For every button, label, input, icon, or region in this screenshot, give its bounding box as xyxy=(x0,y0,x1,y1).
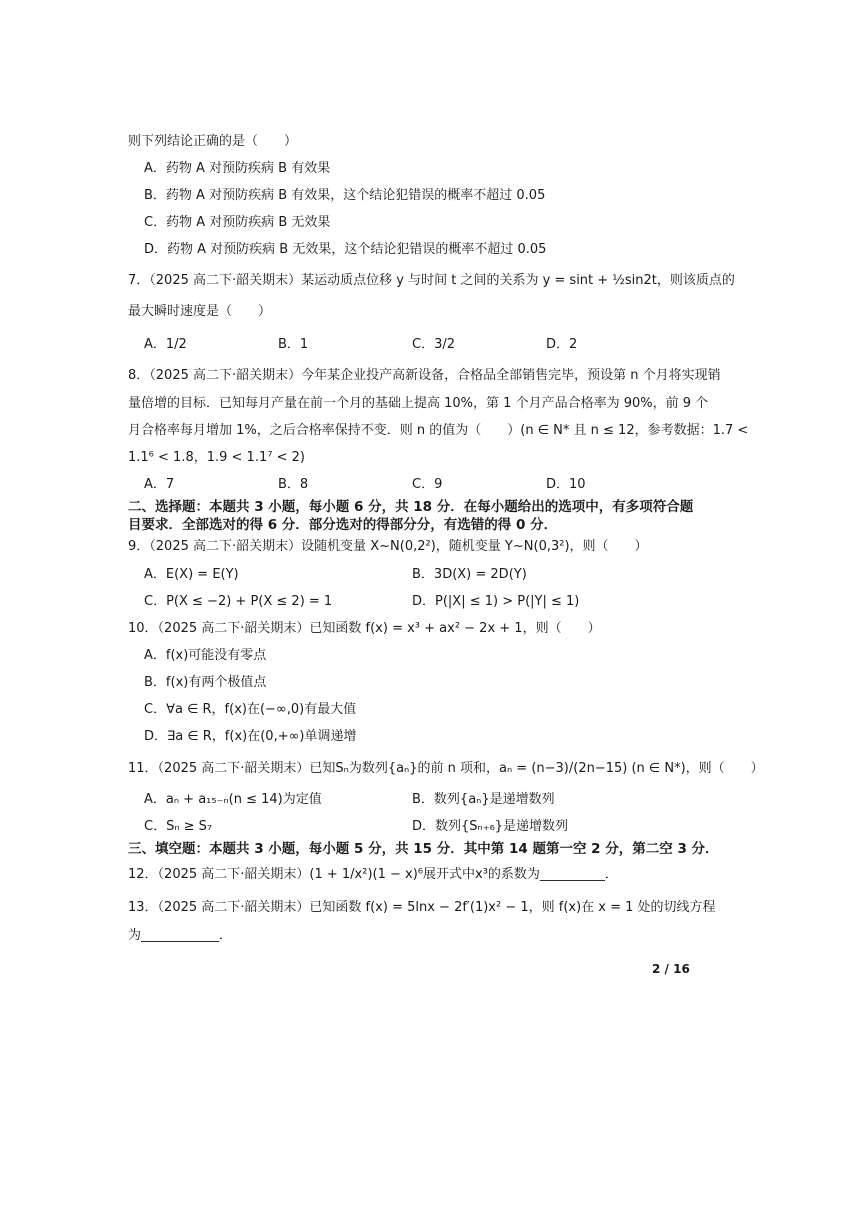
q7-option-c: C．3/2 xyxy=(412,337,455,352)
section3-heading: 三、填空题：本题共 3 小题，每小题 5 分，共 15 分．其中第 14 题第一空 2 分，第二空 3 分． xyxy=(128,841,719,857)
q7-option-a: A．1/2 xyxy=(144,337,187,352)
option-d: D．药物 A 对预防疾病 B 无效果，这个结论犯错误的概率不超过 0.05 xyxy=(144,242,547,257)
q11-option-a: A．aₙ + a₁₅₋ₙ(n ≤ 14)为定值 xyxy=(144,792,322,807)
q10-stem: 10．（2025 高二下·韶关期末）已知函数 f(x) = x³ + ax² − 2x + 1，则（ ） xyxy=(128,621,601,636)
q11-option-c: C．Sₙ ≥ S₇ xyxy=(144,819,213,834)
q10-option-d: D．∃a ∈ R，f(x)在(0,+∞)单调递增 xyxy=(144,729,357,744)
q8-option-d: D．10 xyxy=(546,477,586,492)
q9-option-d: D．P(|X| ≤ 1) > P(|Y| ≤ 1) xyxy=(412,594,580,609)
q8-option-c: C．9 xyxy=(412,477,443,492)
q11-stem: 11．（2025 高二下·韶关期末）已知Sₙ为数列{aₙ}的前 n 项和，aₙ = (n−3)/(2n−15) (n ∈ N*)，则（ ） xyxy=(128,761,764,776)
q8-option-b: B．8 xyxy=(278,477,309,492)
q10-option-c: C．∀a ∈ R，f(x)在(−∞,0)有最大值 xyxy=(144,702,357,717)
option-b: B．药物 A 对预防疾病 B 有效果，这个结论犯错误的概率不超过 0.05 xyxy=(144,188,546,203)
q9-option-c: C．P(X ≤ −2) + P(X ≤ 2) = 1 xyxy=(144,594,333,609)
page-number: 2 / 16 xyxy=(652,962,690,976)
q8-option-a: A．7 xyxy=(144,477,175,492)
option-c: C．药物 A 对预防疾病 B 无效果 xyxy=(144,215,331,230)
q11-option-b: B．数列{aₙ}是递增数列 xyxy=(412,792,555,807)
question-stem: 则下列结论正确的是（ ） xyxy=(128,134,298,149)
section2-heading-line2: 目要求．全部选对的得 6 分．部分选对的得部分分，有选错的得 0 分． xyxy=(128,517,558,533)
q13-stem-line2: 为____________． xyxy=(128,928,233,943)
q7-option-d: D．2 xyxy=(546,337,578,352)
q7-stem-line1: 7．（2025 高二下·韶关期末）某运动质点位移 y 与时间 t 之间的关系为 y = sint + ½sin2t，则该质点的 xyxy=(128,273,735,288)
option-a: A．药物 A 对预防疾病 B 有效果 xyxy=(144,161,331,176)
q7-stem-line2: 最大瞬时速度是（ ） xyxy=(128,304,272,319)
q7-option-b: B．1 xyxy=(278,337,309,352)
q9-option-b: B．3D(X) = 2D(Y) xyxy=(412,567,527,582)
q11-option-d: D．数列{Sₙ₊₆}是递增数列 xyxy=(412,819,569,834)
q8-stem-line3: 月合格率每月增加 1%，之后合格率保持不变．则 n 的值为（ ）(n ∈ N* 且 n ≤ 12，参考数据：1.7 < xyxy=(128,423,749,438)
q8-stem-line4: 1.1⁶ < 1.8，1.9 < 1.1⁷ < 2) xyxy=(128,450,305,465)
q9-option-a: A．E(X) = E(Y) xyxy=(144,567,239,582)
q8-stem-line1: 8．（2025 高二下·韶关期末）今年某企业投产高新设备，合格品全部销售完毕，预设第 n 个月将实现销 xyxy=(128,368,721,383)
q9-stem: 9．（2025 高二下·韶关期末）设随机变量 X~N(0,2²)，随机变量 Y~N(0,3²)，则（ ） xyxy=(128,539,648,554)
section2-heading-line1: 二、选择题：本题共 3 小题，每小题 6 分，共 18 分．在每小题给出的选项中，有多项符合题 xyxy=(128,499,694,515)
q13-stem-line1: 13．（2025 高二下·韶关期末）已知函数 f(x) = 5lnx − 2f′(1)x² − 1，则 f(x)在 x = 1 处的切线方程 xyxy=(128,900,716,915)
q12-stem: 12．（2025 高二下·韶关期末）(1 + 1/x²)(1 − x)⁶展开式中x³的系数为__________． xyxy=(128,867,618,882)
q10-option-b: B．f(x)有两个极值点 xyxy=(144,675,267,690)
q10-option-a: A．f(x)可能没有零点 xyxy=(144,648,267,663)
q8-stem-line2: 量倍增的目标．已知每月产量在前一个月的基础上提高 10%，第 1 个月产品合格率为 90%，前 9 个 xyxy=(128,396,709,411)
